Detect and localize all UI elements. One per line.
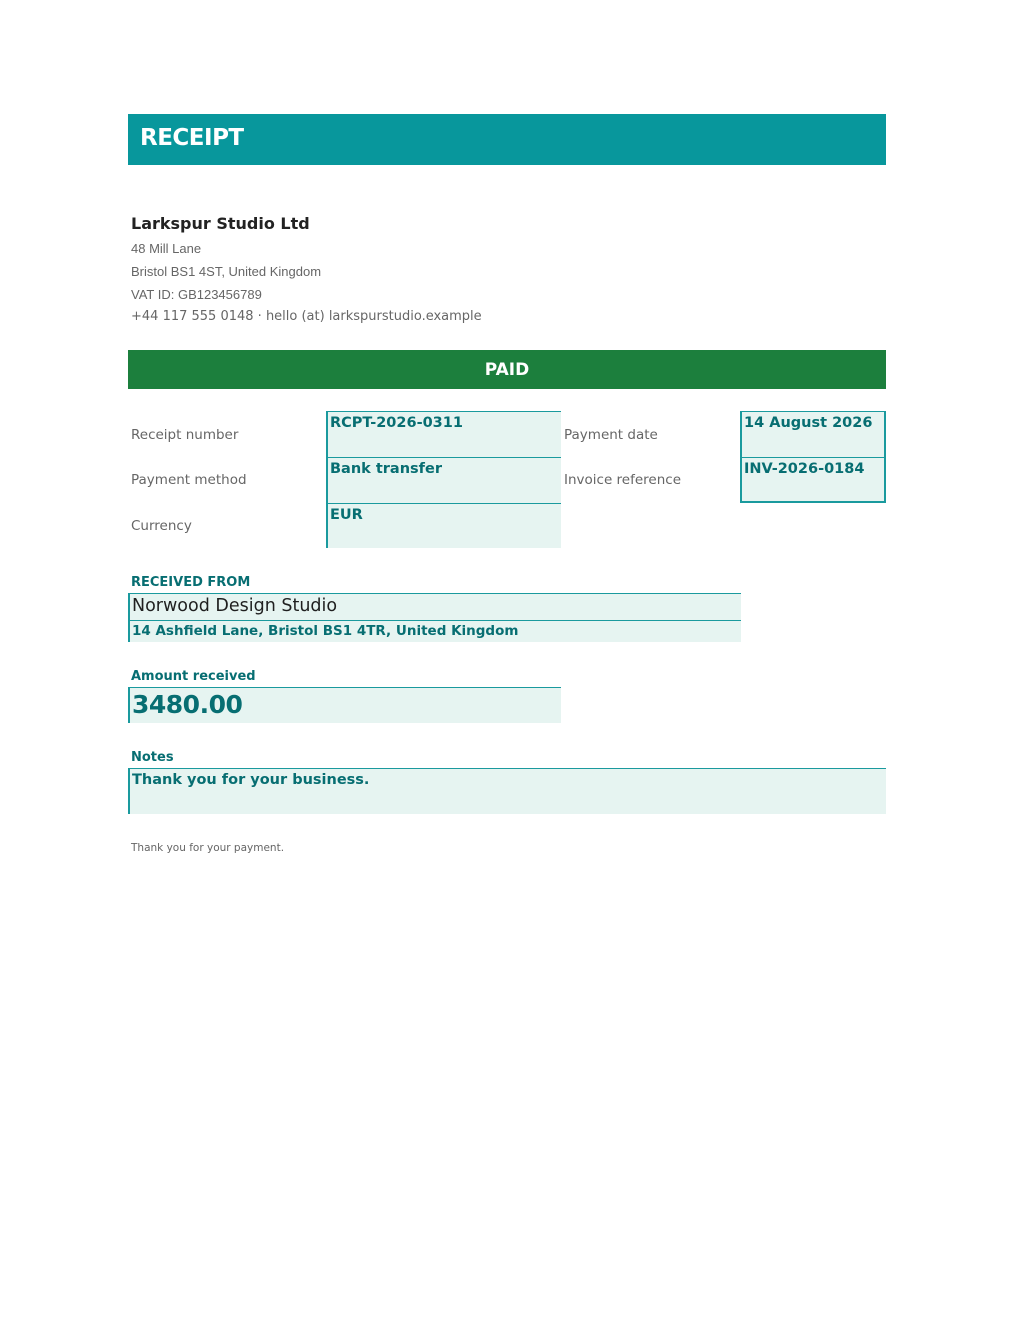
currency-value: EUR: [330, 507, 363, 523]
notes-label: Notes: [131, 750, 174, 765]
client-address: 14 Ashfield Lane, Bristol BS1 4TR, United Kingdom: [132, 623, 519, 639]
amount-received-value: 3480.00: [132, 690, 243, 719]
issuer-address-line-1: 48 Mill Lane: [131, 241, 202, 256]
receipt-number-value: RCPT-2026-0311: [330, 415, 463, 431]
issuer-name: Larkspur Studio Ltd: [131, 214, 310, 233]
amount-received-field: [128, 687, 561, 723]
invoice-reference-field: [740, 457, 886, 503]
invoice-reference-label: Invoice reference: [564, 472, 682, 488]
document-title: RECEIPT: [140, 125, 244, 151]
currency-field: [326, 503, 561, 548]
received-from-name-field: [128, 593, 741, 620]
payment-method-value: Bank transfer: [330, 461, 442, 477]
client-name: Norwood Design Studio: [132, 596, 338, 616]
invoice-reference-value: INV-2026-0184: [744, 461, 865, 477]
payment-date-label: Payment date: [564, 427, 658, 443]
amount-received-label: Amount received: [131, 669, 256, 684]
payment-status-bar: [128, 350, 886, 389]
receipt-number-label: Receipt number: [131, 427, 239, 443]
payment-date-value: 14 August 2026: [744, 415, 873, 431]
issuer-contact: +44 117 555 0148 · hello (at) larkspurstudio.example: [131, 309, 482, 324]
payment-method-field: [326, 457, 561, 503]
payment-method-label: Payment method: [131, 472, 247, 488]
payment-date-field: [740, 411, 886, 457]
received-from-address-field: [128, 620, 741, 642]
issuer-address-line-2: Bristol BS1 4ST, United Kingdom: [131, 264, 322, 279]
notes-value: Thank you for your business.: [132, 772, 370, 788]
receipt-header-bar: [128, 114, 886, 165]
notes-field: [128, 768, 886, 814]
receipt-number-field: [326, 411, 561, 457]
footer-note: Thank you for your payment.: [131, 842, 285, 854]
issuer-vat-id: VAT ID: GB123456789: [131, 287, 262, 302]
currency-label: Currency: [131, 518, 192, 534]
received-from-label: RECEIVED FROM: [131, 575, 251, 590]
payment-status: PAID: [484, 359, 530, 380]
